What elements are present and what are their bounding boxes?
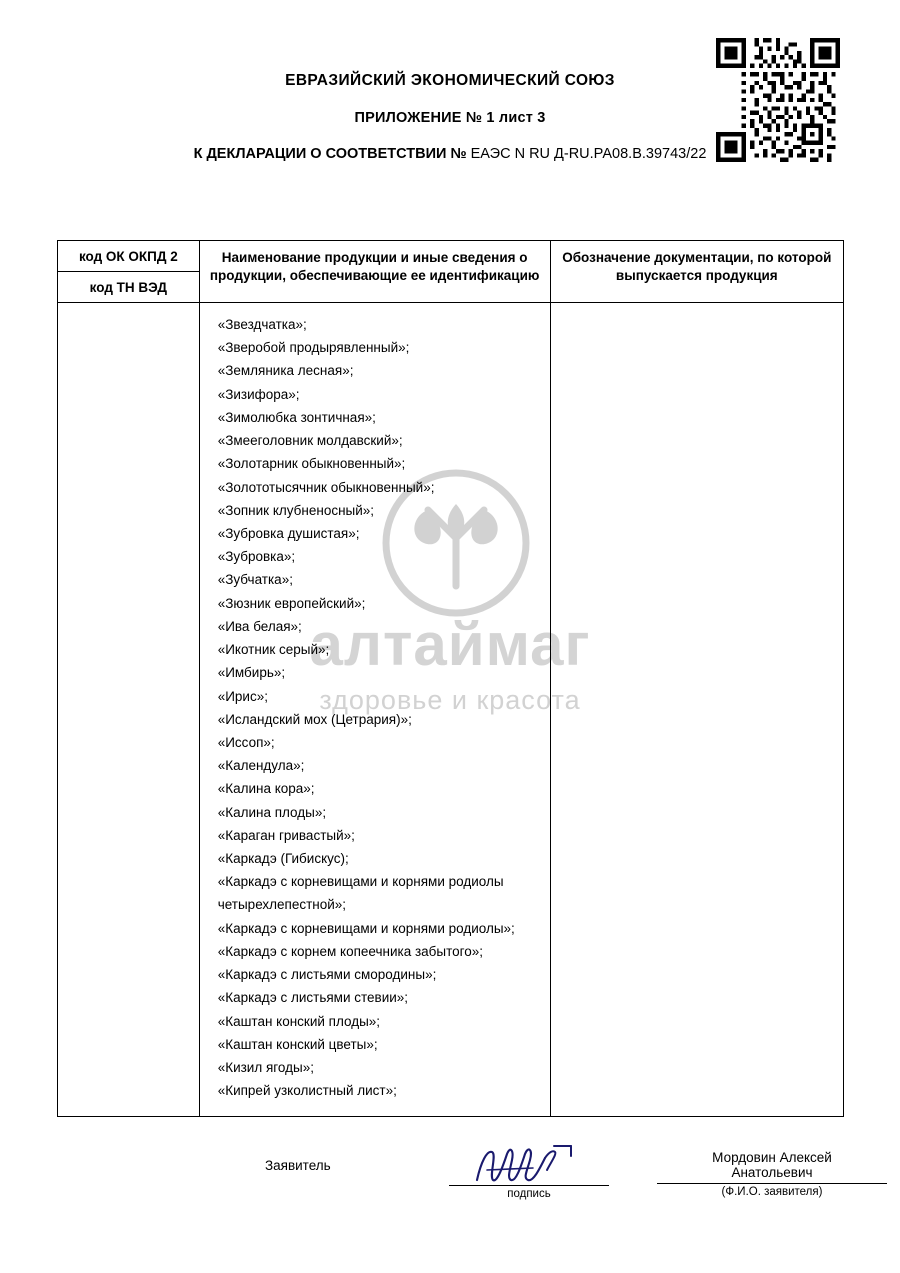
product-list-item: «Калина кора»;	[217, 781, 315, 797]
product-list-item: «Золототысячник обыкновенный»;	[217, 479, 435, 495]
document-header	[0, 72, 900, 162]
header-cell-documentation: Обозначение документации, по которой выпускается продукция	[550, 241, 843, 303]
header-cell-codes	[58, 241, 200, 303]
product-list-item: «Каркадэ с листьями стевии»;	[217, 990, 409, 1006]
watermark-tagline: здоровье и красота	[319, 685, 581, 715]
header-title-union: ЕВРАЗИЙСКИЙ ЭКОНОМИЧЕСКИЙ СОЮЗ	[285, 72, 615, 89]
declaration-label: К ДЕКЛАРАЦИИ О СООТВЕТСТВИИ №	[193, 146, 471, 162]
product-list-item: «Золотарник обыкновенный»;	[217, 456, 406, 472]
product-list-item: «Зубровка душистая»;	[217, 525, 360, 541]
signature-footer	[57, 1148, 847, 1238]
product-list-item: «Кипрей узколистный лист»;	[217, 1083, 397, 1099]
product-list-item: «Зверобой продырявленный»;	[217, 340, 410, 356]
product-list-item: «Икотник серый»;	[217, 642, 330, 658]
product-list-item: «Зопник клубненосный»;	[217, 502, 375, 518]
signature-image	[449, 1140, 609, 1184]
product-list-item: «Иссоп»;	[217, 734, 275, 750]
product-list-item: «Зимолюбка зонтичная»;	[217, 409, 376, 425]
product-list-item: «Зизифора»;	[217, 386, 300, 402]
table-header-row	[58, 241, 844, 303]
product-list-item: «Калина плоды»;	[217, 804, 327, 820]
applicant-name-caption: (Ф.И.О. заявителя)	[721, 1186, 823, 1198]
applicant-name-second: Анатольевич	[731, 1165, 813, 1180]
product-list-item: «Земляника лесная»;	[217, 363, 354, 379]
signature-caption: подпись	[507, 1188, 551, 1200]
product-list-item: «Звездчатка»;	[217, 317, 307, 332]
cell-codes-value	[58, 303, 200, 1117]
product-list-item: «Ива белая»;	[217, 618, 302, 634]
header-appendix: ПРИЛОЖЕНИЕ № 1 лист 3	[354, 110, 546, 126]
product-table	[57, 240, 844, 1117]
product-list-item: «Зюзник европейский»;	[217, 595, 366, 611]
product-list-item: «Каркадэ с листьями смородины»;	[217, 967, 437, 983]
signature-block	[449, 1140, 609, 1200]
header-tnved: код ТН ВЭД	[89, 280, 168, 295]
product-list-item: «Каркадэ (Гибискус);	[217, 851, 349, 867]
product-list-item: «Имбирь»;	[217, 665, 286, 681]
product-list-item: «Каштан конский цветы»;	[217, 1036, 378, 1052]
product-list-item: «Каркадэ с корневищами и корнями родиолы»;	[217, 920, 515, 936]
product-list-item: «Кизил ягоды»;	[217, 1060, 314, 1075]
applicant-label: Заявитель	[265, 1158, 331, 1173]
declaration-number: ЕАЭС N RU Д-RU.РА08.В.39743/22	[470, 146, 707, 162]
product-list-item: «Каштан конский плоды»;	[217, 1013, 381, 1029]
product-list-item: «Каркадэ с корнем копеечника забытого»;	[217, 943, 484, 959]
product-list-item: «Зубчатка»;	[217, 572, 293, 588]
product-list-item: «Календула»;	[217, 758, 305, 774]
table-body-row	[58, 303, 844, 1117]
product-list-item: «Ирис»;	[217, 688, 268, 704]
product-list-item: «Каркадэ с корневищами и корнями родиолы четырехлепестной»;	[217, 874, 504, 913]
cell-product-list	[199, 303, 550, 1117]
product-list-item: «Зубровка»;	[217, 549, 296, 565]
cell-documentation-value	[550, 303, 843, 1117]
applicant-name-block	[657, 1150, 887, 1198]
product-list-item: «Караган гривастый»;	[217, 827, 355, 843]
product-list-item: «Змееголовник молдавский»;	[217, 433, 403, 449]
header-okpd: код ОК ОКПД 2	[58, 241, 199, 272]
header-declaration	[0, 146, 900, 162]
product-list-item: «Исландский мох (Цетрария)»;	[217, 711, 412, 727]
product-list	[218, 313, 540, 1102]
header-cell-product-name: Наименование продукции и иные сведения о продукции, обеспечивающие ее идентификацию	[199, 241, 550, 303]
applicant-name-first: Мордовин Алексей	[712, 1150, 832, 1165]
watermark-brand: алтаймаг	[309, 611, 591, 678]
